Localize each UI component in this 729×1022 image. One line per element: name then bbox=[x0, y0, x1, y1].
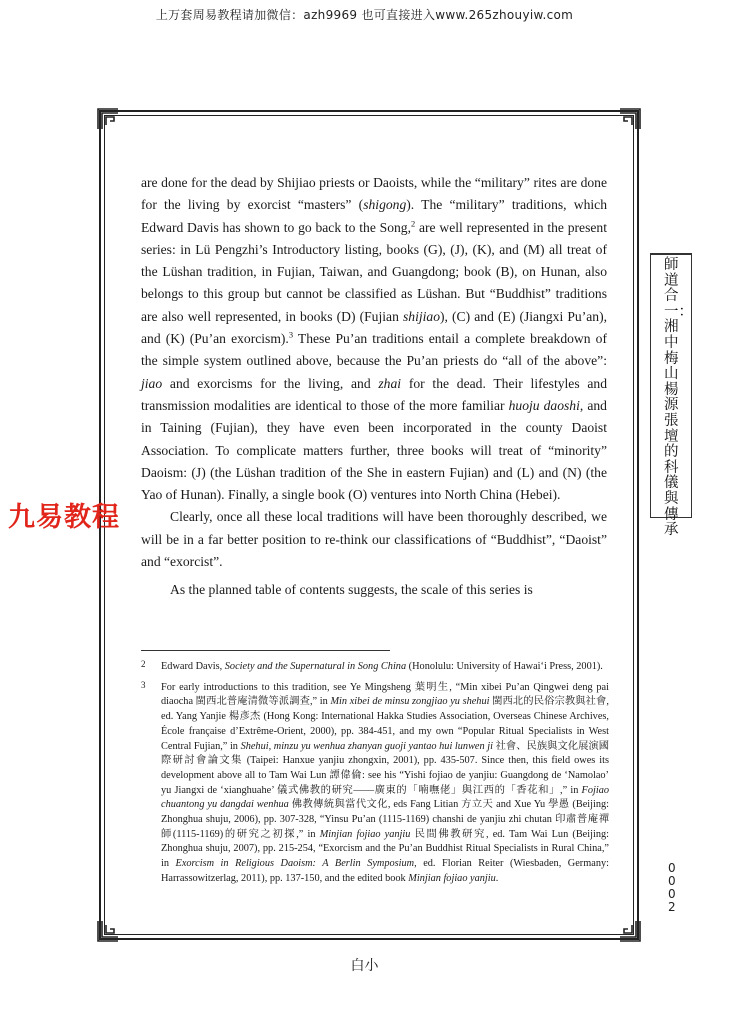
footnote-divider bbox=[141, 650, 390, 651]
watermark: 九易教程 bbox=[8, 502, 120, 533]
paragraph-3: As the planned table of contents suggests, the scale of this series is bbox=[170, 582, 533, 598]
main-body-text bbox=[141, 172, 607, 602]
bottom-caption: 白小 bbox=[350, 958, 379, 974]
footnote-3: 3 For early introductions to this tradition, see Ye Mingsheng 葉明生, “Min xibei Pu’an Qingwei deng pai diaocha 閩西北普庵清微等派調查,” in Min xibei de minsu zongjiao yu shehui 閩西北的民俗宗教與社會, ed. Yang Yanjie 楊彥杰 (Hong Kong: International Hakka Studies Association, Overseas Chinese Archives, École française d’Extrême-Orient, 2000), pp. 384-451, and my own “Popular Ritual Specialists in West Central Fujian,” in Shehui, minzu yu wenhua zhanyan guoji yantao hui lunwen ji 社會、民族與文化展演國際研討會論文集 (Taipei: Hanxue yanjiu zhongxin, 2001), pp. 435-507. Since then, this field owes its development above all to Tam Wai Lun 譚偉倫: see his “Yishi fojiao de yanjiu: Guangdong de ‘Namolao’ yu Jiangxi de ‘xianghuahe’ 儀式佛教的研究——廣東的「喃嘸佬」與江西的「香花和」,” in Fojiao chuantong yu dangdai wenhua 佛教傳統與當代文化, eds Fang Litian 方立天 and Xue Yu 學愚 (Beijing: Zhonghua shuju, 2006), pp. 307-328, “Yinsu Pu’an (1115-1169) chanshi de yanjiu zhi chutan 印肅普庵禪師(1115-1169)的研究之初探,” in Minjian fojiao yanjiu 民間佛教研究, ed. Tam Wai Lun (Beijing: Zhonghua shuju, 2007), pp. 215-254, “Exorcism and the Pu’an Buddhist Ritual Specialists in Rural China,” in Exorcism in Religious Daoism: A Berlin Symposium, ed. Florian Reiter (Wiesbaden, Germany: Harrassowitzerlag, 2011), pp. 137-150, and the edited book Minjian fojiao yanjiu. bbox=[141, 679, 610, 884]
paragraph-2: Clearly, once all these local traditions will have been thoroughly described, we will be in a far better position to re-think our classifications of “Buddhist”, “Daoist” and “exorcist”. bbox=[141, 509, 607, 570]
footnote-marker: 2 bbox=[141, 659, 146, 669]
corner-ornament-icon bbox=[618, 919, 642, 943]
top-banner: 上万套周易教程请加微信：azh9969 也可直接进入www.265zhouyiw.com bbox=[155, 8, 574, 22]
vertical-book-title: 師道合一：湘中梅山楊源張壇的科儀與傳承 bbox=[664, 257, 693, 539]
corner-ornament-icon bbox=[96, 107, 120, 131]
corner-ornament-icon bbox=[618, 107, 642, 131]
paragraph-1: are done for the dead by Shijiao priests or Daoists, while the “military” rites are done for the living by exorcist “masters” (shigong). The “military” traditions, which Edward Davis has shown to go back to the Song,$^2$ are well represented in the present series: in Lü Pengzhi’s Introductory listing, books (G), (J), (K), and (M) all treat of the Lüshan tradition, in Fujian, Taiwan, and Guangdong; book (B), on Hunan, also belongs to this group but cannot be classified as Lüshan. But “Buddhist” traditions are also well represented, in books (D) (Fujian shijiao), (C) and (E) (Jiangxi Pu’an), and (K) (Pu’an exorcism).$^3$ These Pu’an traditions entail a complete breakdown of the simple system outlined above, because the Pu’an priests do “all of the above”: jiao and exorcisms for the living, and zhai for the dead. Their lifestyles and transmission modalities are identical to those of the more familiar huoju daoshi, and in Taining (Fujian), they have even been incorporated in the county Daoist Association. To complicate matters further, three books will treat of “minority” Daoism: (J) (the Lüshan tradition of the She in eastern Fujian) and (L) and (N) (the Yao of Hunan). Finally, a single book (O) ventures into North China (Hebei). bbox=[141, 175, 607, 503]
footnote-2: 2 Edward Davis, Society and the Supernatural in Song China (Honolulu: University of Hawai‘i Press, 2001). bbox=[141, 659, 603, 672]
footnote-marker: 3 bbox=[141, 679, 146, 690]
page-number: 0002 bbox=[668, 861, 676, 914]
footnotes bbox=[141, 660, 609, 893]
corner-ornament-icon bbox=[96, 919, 120, 943]
